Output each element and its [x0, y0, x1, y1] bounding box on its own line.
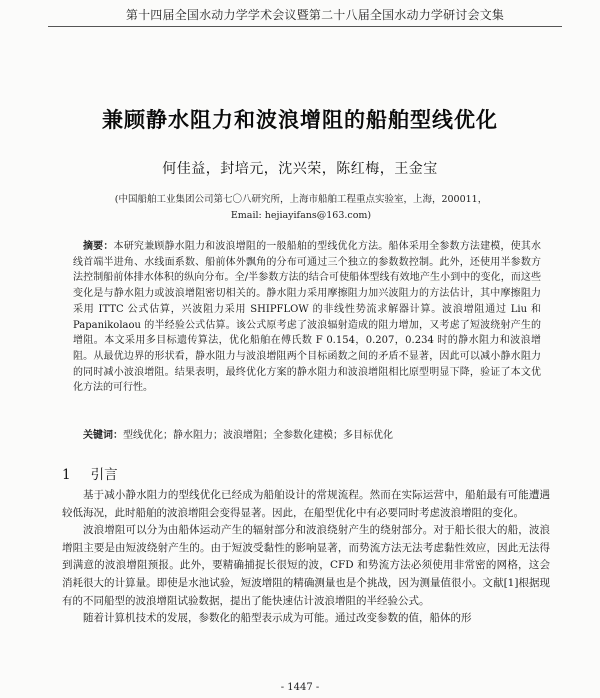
section-heading — [62, 463, 118, 483]
section-number: 1 — [62, 467, 71, 483]
affiliation — [48, 192, 554, 224]
paragraph: 随着计算机技术的发展，参数化的船型表示成为可能。通过改变参数的值，船体的形 — [83, 612, 472, 625]
keywords — [73, 428, 541, 443]
abstract-label: 摘要： — [83, 241, 114, 252]
authors: 何佳益，封培元，沈兴荣，陈红梅，王金宝 — [162, 161, 438, 177]
affiliation-line: (中国船舶工业集团公司第七〇八研究所，上海市船舶工程重点实验室，上海，200011， — [114, 194, 488, 205]
abstract-text: 本研究兼顾静水阻力和波浪增阻的一般船舶的型线优化方法。船体采用全参数方法建模，使其水线首端半进角、水线面系数、船前体外飘角的分布可通过三个独立的参数数控制。此外，还使用半参数方法控制船前体排水体积的纵向分布。全/半参数方法的结合可使船体型线有效地产生小到中的变化，而这些变化是与静水阻力或波浪增阻密切相关的。静水阻力采用摩擦阻力加兴波阻力的方法估计，其中摩擦阻力采用 ITTC 公式估算，兴波阻力采用 SHIPFLOW 的非线性势流求解器计算。波浪增阻通过 Liu 和 Papanikolaou 的半经验公式估算。该公式原考虑了波浪辐射造成的阻力增加，又考虑了短波绕射产生的增阻。本文采用多目标遗传算法，优化船舶在傅氏数 F 0.154，0.207，0.234 时的静水阻力和波浪增阻。从最优边界的形状看，静水阻力与波浪增阻两个目标函数之间的矛盾不显著，因此可以减小静水阻力的同时减小波浪增阻。结果表明，最终优化方案的静水阻力和波浪增阻相比原型明显下降，验证了本文优化方法的可行性。 — [73, 241, 542, 394]
abstract — [73, 239, 541, 396]
keywords-label: 关键词： — [83, 430, 123, 441]
running-header: 第十四届全国水动力学学术会议暨第二十八届全国水动力学研讨会文集 — [125, 8, 505, 22]
paragraph: 波浪增阻可以分为由船体运动产生的辐射部分和波浪绕射产生的绕射部分。对于船长很大的船，波浪增阻主要是由短波绕射产生的。由于短波受黏性的影响显著，而势流方法无法考虑黏性效应，因此无法得到满意的波浪增阻预报。此外，要精确捕捉长很短的波，CFD 和势流方法必须使用非常密的网格，这会消耗很大的计算量。即使是水池试验，短波增阻的精确测量也是个挑战，因为测量值很小。文献[1]根据现有的不同船型的波浪增阻试验数据，提出了能快速估计波浪增阻的半经验公式。 — [62, 524, 550, 607]
page-number: - 1447 - — [280, 682, 320, 693]
affiliation-email: Email: hejiayifans@163.com) — [230, 210, 372, 221]
body-text — [62, 487, 550, 628]
header-rule — [48, 26, 562, 27]
keywords-text: 型线优化；静水阻力；波浪增阻；全参数化建模；多目标优化 — [123, 430, 393, 441]
paragraph: 基于减小静水阻力的型线优化已经成为船舶设计的常规流程。然而在实际运营中，船舶最有可能遭遇较低海况，此时船舶的波浪增阻会变得显著。因此，在船型优化中有必要同时考虑波浪增阻的变化。 — [62, 489, 550, 519]
section-title: 引言 — [90, 467, 118, 483]
paper-title: 兼顾静水阻力和波浪增阻的船舶型线优化 — [102, 108, 498, 132]
